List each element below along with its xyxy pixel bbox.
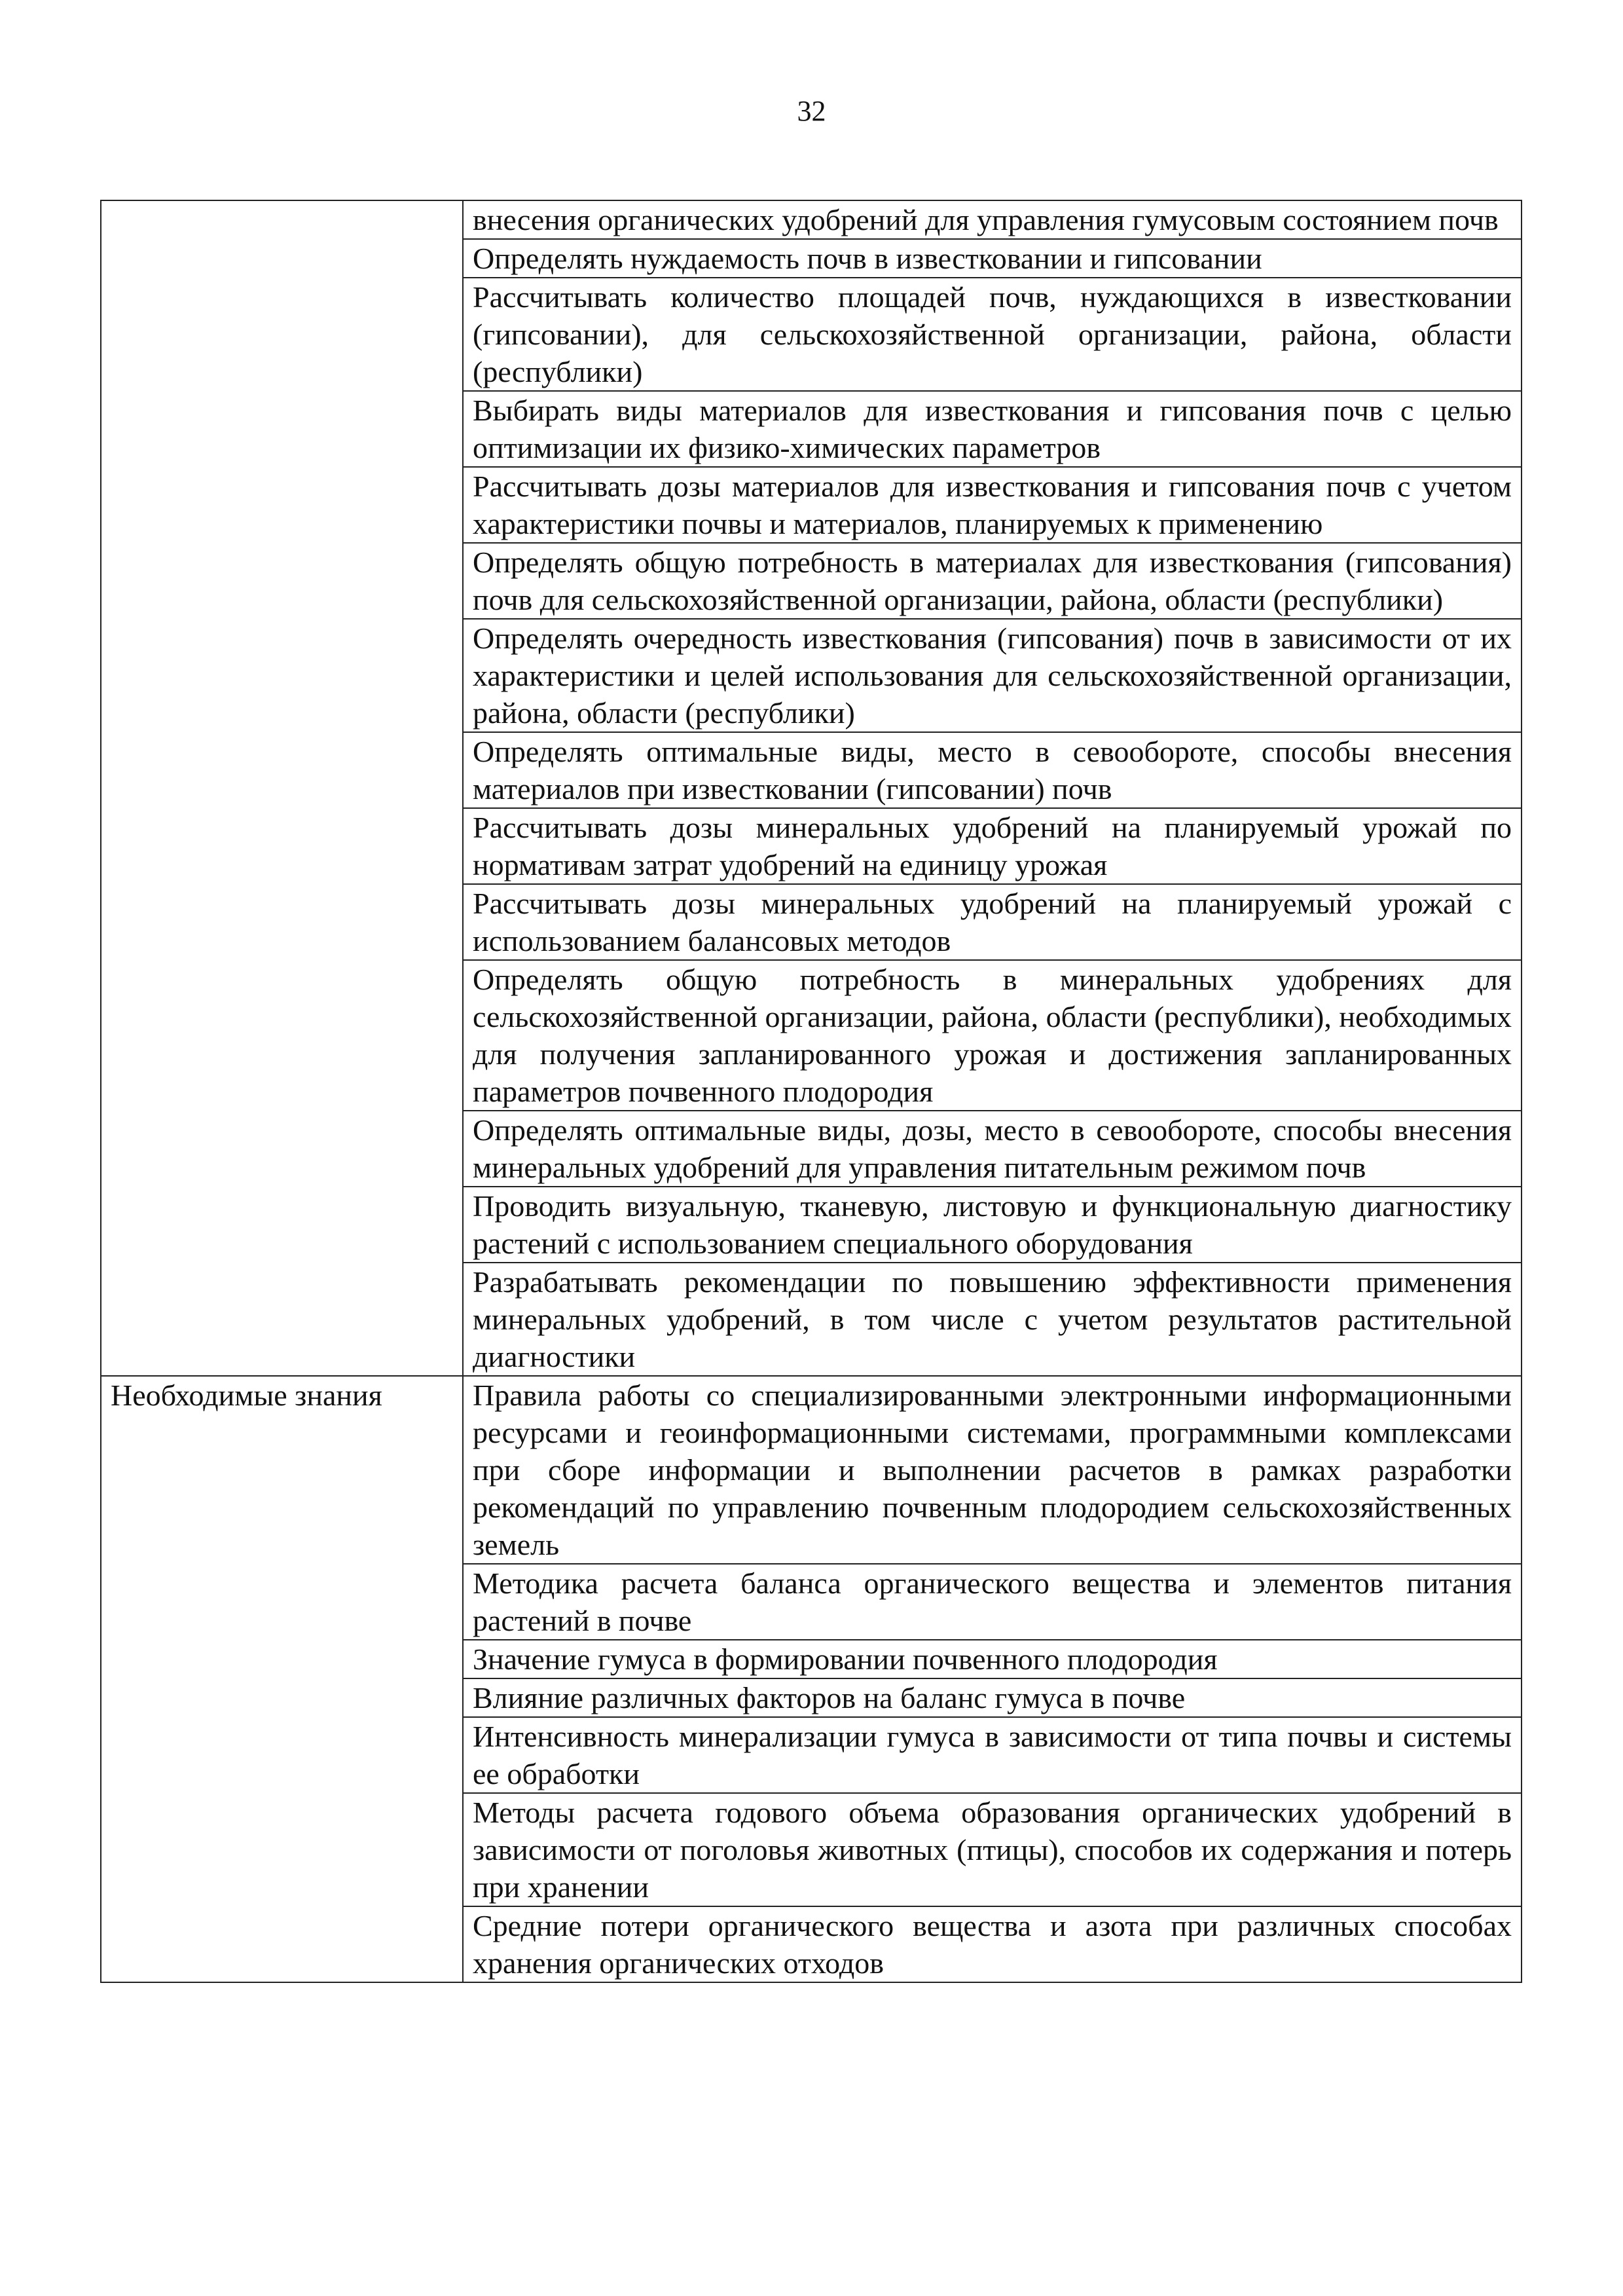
table-cell: Выбирать виды материалов для известкования и гипсования почв с целью оптимизации их физико-химических параметров <box>463 391 1522 467</box>
table-cell: Влияние различных факторов на баланс гумуса в почве <box>463 1678 1522 1717</box>
table-cell: Методика расчета баланса органического вещества и элементов питания растений в почве <box>463 1564 1522 1640</box>
table-cell: Определять оптимальные виды, дозы, место в севообороте, способы внесения минеральных удобрений для управления питательным режимом почв <box>463 1111 1522 1187</box>
table-cell: Определять оптимальные виды, место в севообороте, способы внесения материалов при известковании (гипсовании) почв <box>463 732 1522 808</box>
table-cell: Рассчитывать количество площадей почв, нуждающихся в известковании (гипсовании), для сельскохозяйственной организации, района, области (республики) <box>463 278 1522 391</box>
page-number: 32 <box>797 95 826 127</box>
table-row <box>101 200 1522 239</box>
table-cell: Рассчитывать дозы минеральных удобрений на планируемый урожай с использованием балансовых методов <box>463 884 1522 960</box>
table-cell: Рассчитывать дозы материалов для известкования и гипсования почв с учетом характеристики почвы и материалов, планируемых к применению <box>463 467 1522 543</box>
table-cell: Определять очередность известкования (гипсования) почв в зависимости от их характеристики и целей использования для сельскохозяйственной организации, района, области (республики) <box>463 619 1522 732</box>
table-row <box>101 1376 1522 1564</box>
table-cell: Определять общую потребность в минеральных удобрениях для сельскохозяйственной организации, района, области (республики), необходимых для получения запланированного урожая и достижения запланированных параметров почвенного плодородия <box>463 960 1522 1111</box>
table-cell: Интенсивность минерализации гумуса в зависимости от типа почвы и системы ее обработки <box>463 1717 1522 1793</box>
table-cell: Методы расчета годового объема образования органических удобрений в зависимости от поголовья животных (птицы), способов их содержания и потерь при хранении <box>463 1793 1522 1906</box>
table-cell: Средние потери органического вещества и азота при различных способах хранения органических отходов <box>463 1906 1522 1982</box>
table-cell: Разрабатывать рекомендации по повышению эффективности применения минеральных удобрений, в том числе с учетом результатов растительной диагностики <box>463 1263 1522 1376</box>
table-cell: Значение гумуса в формировании почвенного плодородия <box>463 1640 1522 1678</box>
table-cell: Рассчитывать дозы минеральных удобрений на планируемый урожай по нормативам затрат удобрений на единицу урожая <box>463 808 1522 884</box>
table-cell: Проводить визуальную, тканевую, листовую и функциональную диагностику растений с использованием специального оборудования <box>463 1187 1522 1263</box>
skills-label-cell <box>101 200 463 1376</box>
table-cell: Правила работы со специализированными электронными информационными ресурсами и геоинформационными системами, программными комплексами при сборе информации и выполнении расчетов в рамках разработки рекомендаций по управлению почвенным плодородием сельскохозяйственных земель <box>463 1376 1522 1564</box>
competency-table <box>100 200 1522 1983</box>
table-cell: внесения органических удобрений для управления гумусовым состоянием почв <box>463 200 1522 239</box>
table-cell: Определять нуждаемость почв в известковании и гипсовании <box>463 239 1522 278</box>
knowledge-label: Необходимые знания <box>101 1376 463 1982</box>
table-cell: Определять общую потребность в материалах для известкования (гипсования) почв для сельскохозяйственной организации, района, области (республики) <box>463 543 1522 619</box>
